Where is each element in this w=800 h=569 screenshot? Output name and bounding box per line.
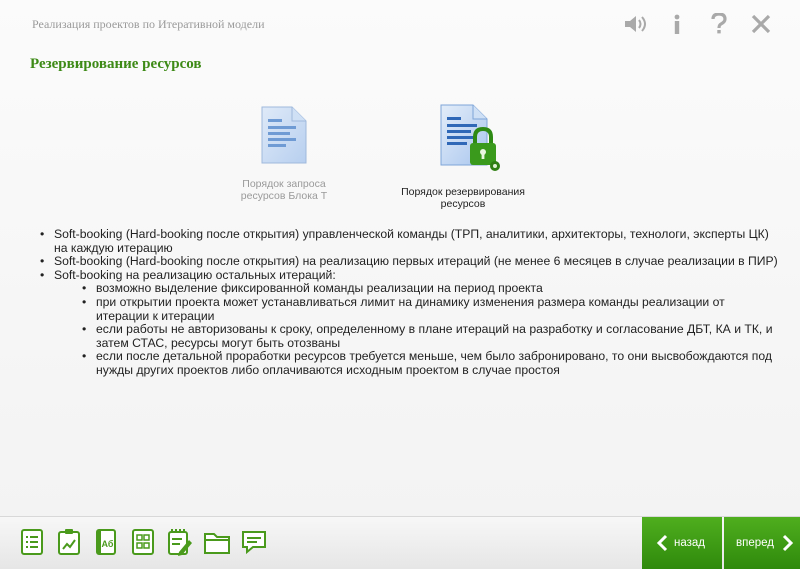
back-button[interactable] bbox=[642, 517, 722, 569]
grid-icon[interactable] bbox=[129, 527, 157, 557]
document-resource-request[interactable] bbox=[204, 105, 364, 202]
document-icon bbox=[258, 105, 310, 165]
bottom-toolbar bbox=[0, 516, 800, 569]
notes-icon[interactable] bbox=[166, 527, 194, 557]
info-icon[interactable] bbox=[664, 10, 690, 38]
sub-list-item: • возможно выделение фиксированной команды реализации на период проекта bbox=[54, 282, 778, 296]
sub-list-item: • если после детальной проработки ресурсов требуется меньше, чем было забронировано, то они высвобождаются под нужды других проектов либо оплачиваются исходным проектом в случае простоя bbox=[54, 350, 778, 377]
list-icon[interactable] bbox=[18, 527, 46, 557]
close-icon[interactable] bbox=[748, 10, 774, 38]
folder-icon[interactable] bbox=[203, 527, 231, 557]
section-title: Резервирование ресурсов bbox=[30, 56, 202, 72]
forward-label: вперед bbox=[736, 537, 774, 549]
chevron-left-icon bbox=[656, 534, 668, 552]
navigation bbox=[642, 517, 800, 569]
top-toolbar bbox=[622, 10, 774, 38]
list-item-text: Soft-booking на реализацию остальных итераций: bbox=[54, 267, 336, 282]
locked-document-icon bbox=[423, 103, 503, 173]
document-label-line2: ресурсов Блока Т bbox=[240, 190, 328, 202]
app-title: Реализация проектов по Итеративной модели bbox=[32, 17, 265, 31]
bullet-content bbox=[38, 228, 778, 378]
list-item: • Soft-booking (Hard-booking после открытия) на реализацию первых итераций (не менее 6 месяцев в случае реализации в ПИР) bbox=[38, 255, 778, 269]
list-item: • Soft-booking (Hard-booking после открытия) управленческой команды (ТРП, аналитики, архитекторы, технологи, эксперты ЦК) на каждую итерацию bbox=[38, 228, 778, 255]
list-item bbox=[38, 269, 778, 378]
back-label: назад bbox=[674, 537, 705, 549]
sub-list-item: • если работы не авторизованы к сроку, определенному в плане итераций на разработку и согласование ДБТ, КА и ТК, и затем СТАС, ресурсы могут быть отозваны bbox=[54, 323, 778, 350]
sub-list-item: • при открытии проекта может устанавливаться лимит на динамику изменения размера команды реализации от итерации к итерации bbox=[54, 296, 778, 323]
chart-clipboard-icon[interactable] bbox=[55, 527, 83, 557]
sound-icon[interactable] bbox=[622, 10, 648, 38]
help-icon[interactable] bbox=[706, 10, 732, 38]
document-resource-reservation[interactable] bbox=[383, 103, 543, 210]
document-label-line2: ресурсов bbox=[440, 198, 486, 210]
document-label-line1: Порядок запроса bbox=[242, 178, 326, 190]
chevron-right-icon bbox=[782, 534, 794, 552]
dictionary-label: Аб bbox=[101, 539, 114, 549]
tool-icons bbox=[18, 527, 268, 557]
dictionary-icon[interactable] bbox=[92, 527, 120, 557]
forward-button[interactable] bbox=[724, 517, 800, 569]
document-label-line1: Порядок резервирования bbox=[401, 186, 525, 198]
comment-icon[interactable] bbox=[240, 527, 268, 557]
